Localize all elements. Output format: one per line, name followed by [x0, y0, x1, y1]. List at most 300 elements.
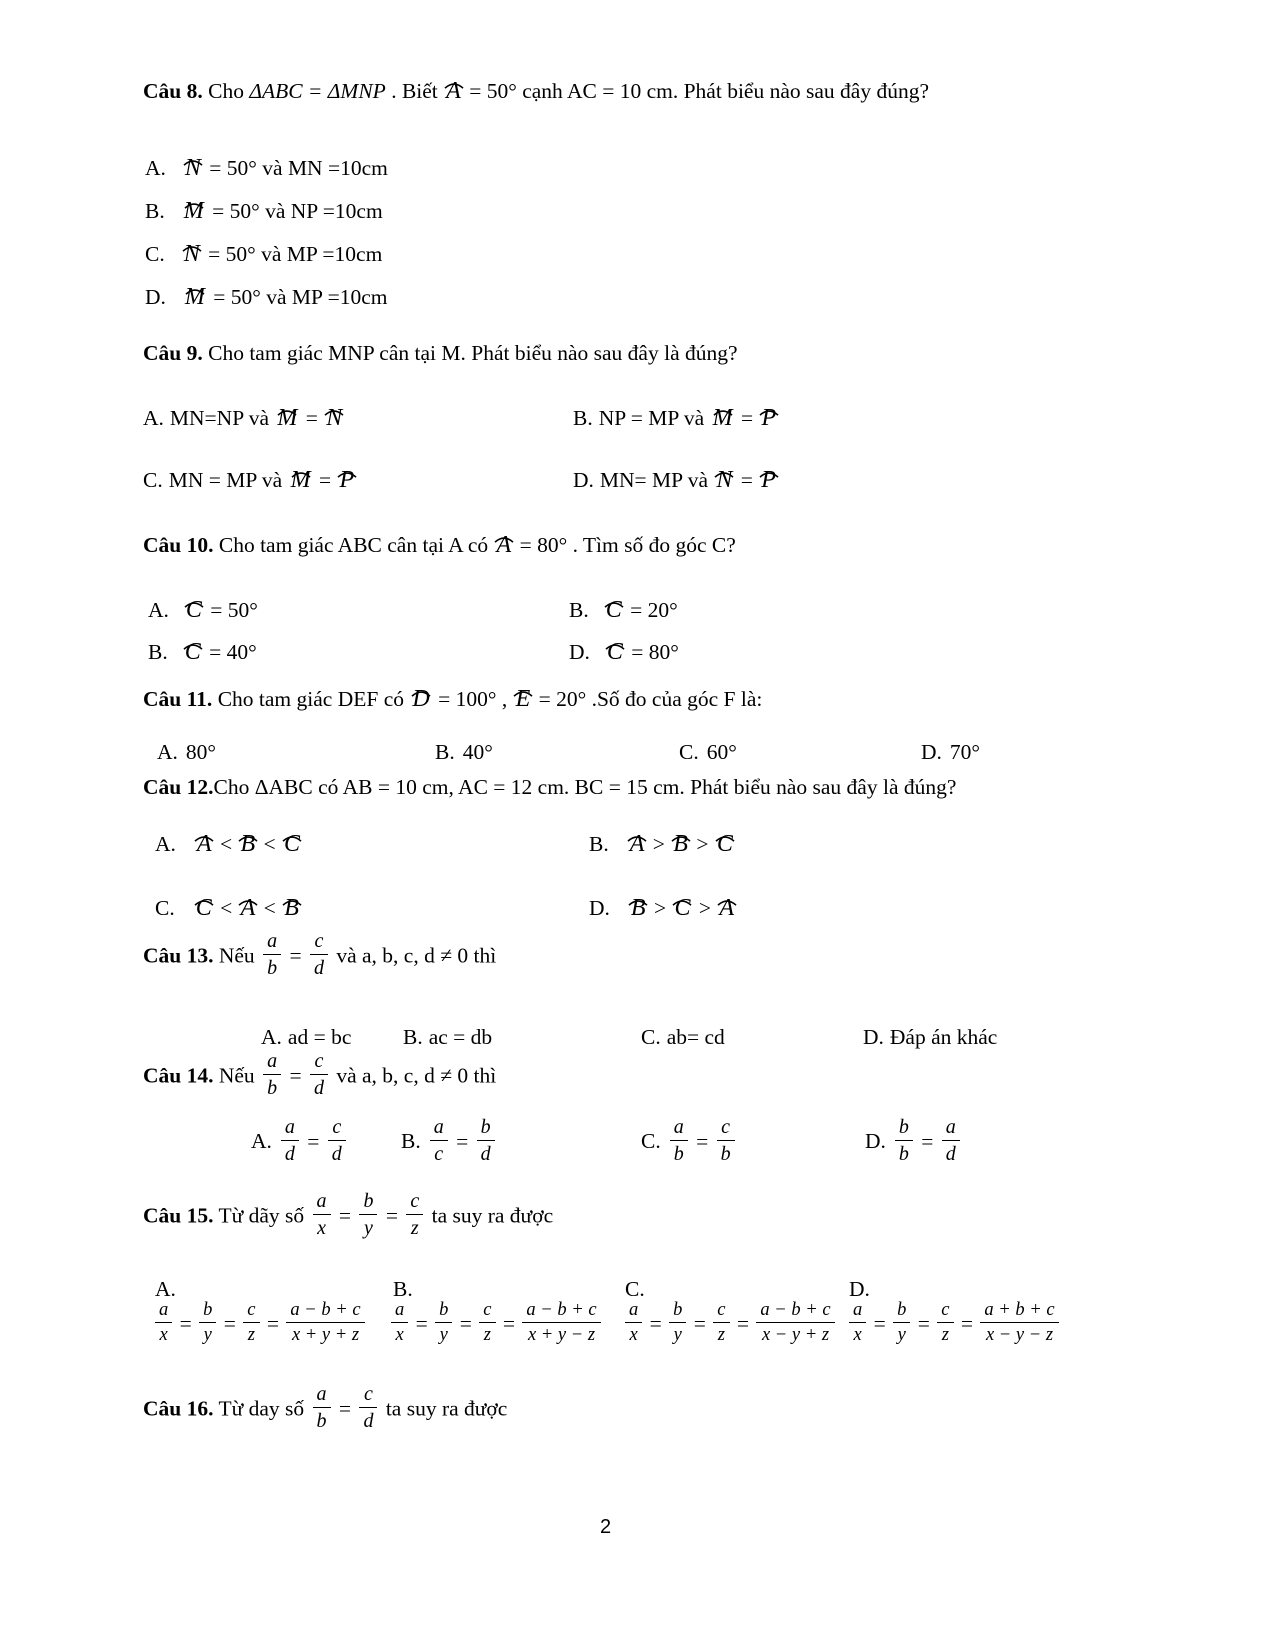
fraction-denominator: x + y + z — [286, 1322, 364, 1346]
text-segment: = 50° và MN =10cm — [203, 156, 388, 180]
option-label: A. — [155, 1277, 176, 1301]
angle-hat-B — [673, 832, 688, 856]
fraction — [263, 1049, 281, 1100]
angle-letter: A — [196, 831, 212, 857]
question-label-text: Câu 8. — [143, 79, 203, 103]
angle-hat-icon — [276, 397, 298, 421]
angle-letter: A — [240, 895, 256, 921]
question-8-header — [143, 78, 929, 105]
fraction-denominator: x + y − z — [522, 1322, 600, 1346]
text-segment: Cho tam giác ABC cân tại A có — [213, 533, 494, 557]
text-segment: = 20° .Số đo của góc F là: — [533, 687, 763, 711]
fraction — [713, 1299, 729, 1346]
option-B — [403, 1024, 492, 1051]
text-segment: = — [333, 1396, 357, 1421]
option-A — [148, 597, 258, 624]
angle-hat-icon — [183, 190, 205, 214]
fraction-denominator: d — [477, 1140, 495, 1166]
fraction-denominator: b — [263, 954, 281, 980]
angle-letter: M — [277, 405, 298, 431]
angle-letter: C — [195, 895, 212, 921]
angle-hat-icon — [182, 631, 204, 655]
text-segment: ta suy ra được — [380, 1396, 508, 1421]
angle-hat-icon — [714, 823, 736, 847]
angle-hat-N — [184, 242, 200, 266]
angle-hat-N — [716, 468, 732, 492]
fraction-numerator: a − b + c — [760, 1300, 831, 1320]
fraction-numerator: b — [673, 1300, 683, 1320]
fraction-numerator: a — [433, 1116, 444, 1138]
text-segment: < — [214, 896, 238, 920]
angle-letter: P — [761, 405, 777, 431]
fraction — [625, 1299, 642, 1346]
angle-hat-icon — [758, 397, 780, 421]
fraction-numerator: c — [247, 1300, 256, 1320]
fraction-denominator: b — [717, 1140, 735, 1166]
angle-hat-A — [197, 832, 212, 856]
option-label: B. — [148, 640, 168, 664]
angle-letter: M — [184, 284, 205, 310]
fraction-numerator: a — [945, 1116, 956, 1138]
option-label: A. — [251, 1129, 272, 1154]
fraction — [359, 1382, 377, 1433]
text-segment: NP = MP và — [598, 406, 710, 430]
angle-hat-A — [630, 832, 645, 856]
fraction-numerator: a — [853, 1300, 863, 1320]
option-A — [143, 405, 345, 432]
option-label: B. — [403, 1025, 423, 1049]
fraction-numerator: b — [203, 1300, 213, 1320]
angle-hat-icon — [290, 459, 312, 483]
fraction — [522, 1299, 600, 1346]
text-segment: Cho tam giác DEF có — [212, 687, 410, 711]
fraction-numerator: a — [316, 1383, 327, 1405]
angle-hat-D — [412, 687, 429, 711]
question-label-text: Câu 9. — [143, 341, 203, 365]
angle-hat-C — [717, 832, 733, 856]
fraction — [406, 1189, 423, 1240]
angle-hat-icon — [626, 823, 648, 847]
option-expression — [623, 1302, 837, 1349]
fraction — [310, 1049, 328, 1100]
option-label: D. — [865, 1129, 886, 1154]
fraction — [479, 1299, 495, 1346]
fraction-denominator: b — [670, 1140, 688, 1166]
option-label: A. — [155, 832, 176, 856]
fraction — [243, 1299, 259, 1346]
fraction — [310, 929, 328, 980]
option-D — [865, 1118, 963, 1169]
option-label: D. — [145, 285, 166, 309]
option-label: D. — [921, 740, 942, 764]
option-C — [145, 241, 382, 268]
option-label: A. — [148, 598, 169, 622]
page-number: 2 — [600, 1516, 612, 1538]
option-expression — [847, 1302, 1061, 1349]
text-segment: = 100° , — [432, 687, 513, 711]
text-segment: = — [868, 1311, 892, 1336]
option-label: C. — [155, 896, 175, 920]
fraction-denominator: b — [313, 1407, 331, 1433]
angle-hat-B — [631, 896, 646, 920]
option-label: B. — [569, 598, 589, 622]
fraction-numerator: a — [284, 1116, 295, 1138]
option-label: D. — [863, 1025, 884, 1049]
question-11-header — [143, 686, 762, 713]
angle-hat-N — [185, 156, 201, 180]
text-segment: = — [174, 1311, 198, 1336]
text-segment: = — [690, 1129, 714, 1154]
fraction-numerator: a — [395, 1300, 405, 1320]
option-D — [145, 284, 387, 311]
angle-hat-icon — [193, 887, 215, 911]
angle-hat-icon — [410, 678, 432, 702]
angle-letter: M — [183, 198, 204, 224]
text-segment: và a, b, c, d ≠ 0 thì — [330, 1063, 497, 1088]
angle-letter: C — [185, 597, 202, 623]
option-label: C. — [641, 1025, 661, 1049]
option-label: A. — [145, 156, 166, 180]
angle-hat-M — [291, 468, 311, 492]
option-B — [435, 739, 493, 766]
question-9-header — [143, 340, 738, 367]
fraction — [328, 1115, 346, 1166]
text-segment: Nếu — [213, 1063, 261, 1088]
angle-hat-M — [277, 406, 297, 430]
option-label: D. — [569, 640, 590, 664]
angle-hat-N — [326, 406, 342, 430]
fraction-numerator: c — [410, 1190, 420, 1212]
fraction — [849, 1299, 866, 1346]
text-segment: = — [218, 1311, 242, 1336]
fraction-numerator: a — [267, 930, 278, 952]
exam-questions-area — [143, 0, 1203, 1650]
angle-hat-icon — [237, 887, 259, 911]
question-label-text: Câu 12. — [143, 775, 214, 799]
angle-hat-M — [185, 285, 205, 309]
fraction-numerator: a — [159, 1300, 169, 1320]
angle-letter: E — [515, 686, 531, 712]
text-segment: ab= cd — [666, 1025, 725, 1049]
text-segment: = — [735, 406, 759, 430]
fraction-denominator: y — [893, 1322, 910, 1346]
text-segment: > — [647, 832, 671, 856]
angle-hat-C — [186, 598, 202, 622]
fraction-denominator: d — [281, 1140, 299, 1166]
angle-hat-C — [606, 598, 622, 622]
fraction-numerator: a — [267, 1050, 278, 1072]
fraction-denominator: d — [310, 954, 328, 980]
angle-hat-A — [241, 896, 256, 920]
angle-hat-P — [761, 468, 776, 492]
fraction-denominator: x — [391, 1322, 408, 1346]
angle-hat-M — [713, 406, 733, 430]
question-label-text: Câu 13. — [143, 943, 214, 968]
option-B — [569, 597, 678, 624]
text-segment: 60° — [706, 740, 737, 764]
angle-hat-icon — [493, 524, 515, 548]
angle-letter: N — [183, 241, 200, 267]
fraction-denominator: z — [937, 1322, 953, 1346]
angle-hat-P — [339, 468, 354, 492]
angle-hat-C — [674, 896, 690, 920]
fraction-denominator: x − y + z — [756, 1322, 834, 1346]
option-label: C. — [143, 468, 163, 492]
option-label: D. — [849, 1277, 870, 1301]
angle-hat-icon — [181, 233, 203, 257]
text-segment: = — [955, 1311, 979, 1336]
fraction-numerator: c — [314, 1050, 324, 1072]
option-expression — [389, 1302, 603, 1349]
fraction-numerator: b — [439, 1300, 449, 1320]
angle-letter: B — [630, 895, 646, 921]
option-label: B. — [393, 1277, 413, 1301]
text-segment: = — [644, 1311, 668, 1336]
text-segment: Đáp án khác — [889, 1025, 998, 1049]
text-segment: = 40° — [203, 640, 257, 664]
text-segment: Từ dãy số — [213, 1203, 310, 1228]
question-12-header — [143, 774, 956, 801]
angle-hat-icon — [184, 276, 206, 300]
fraction-denominator: x − y − z — [980, 1322, 1058, 1346]
text-segment: > — [690, 832, 714, 856]
text-segment: = — [731, 1311, 755, 1336]
text-segment: < — [258, 896, 282, 920]
text-segment: = — [380, 1203, 404, 1228]
option-D — [589, 895, 737, 922]
text-segment: ac = db — [428, 1025, 493, 1049]
fraction-numerator: c — [363, 1383, 373, 1405]
fraction-numerator: b — [898, 1116, 909, 1138]
angle-letter: P — [761, 467, 776, 493]
fraction-denominator: z — [406, 1214, 423, 1240]
angle-hat-icon — [336, 459, 358, 483]
text-segment: = — [284, 1063, 307, 1088]
option-label: A. — [261, 1025, 282, 1049]
text-segment: = — [333, 1203, 357, 1228]
option-B — [401, 1118, 498, 1169]
option-C — [679, 739, 737, 766]
fraction — [756, 1299, 834, 1346]
option-expression — [153, 1302, 367, 1349]
fraction-numerator: a — [673, 1116, 684, 1138]
option-label: D. — [573, 468, 594, 492]
angle-hat-P — [762, 406, 777, 430]
fraction-denominator: x — [155, 1322, 172, 1346]
fraction-denominator: c — [430, 1140, 448, 1166]
text-segment: = — [410, 1311, 434, 1336]
option-C — [641, 1118, 738, 1169]
fraction — [669, 1299, 686, 1346]
fraction-numerator: c — [483, 1300, 492, 1320]
text-segment: < — [258, 832, 282, 856]
angle-hat-icon — [323, 397, 345, 421]
angle-letter: A — [496, 532, 512, 558]
angle-hat-C — [185, 640, 201, 664]
option-label: C. — [145, 242, 165, 266]
fraction-numerator: a — [316, 1190, 327, 1212]
question-14-header — [143, 1052, 496, 1103]
question-16-header — [143, 1385, 507, 1436]
fraction-denominator: y — [669, 1322, 686, 1346]
text-segment: = — [912, 1311, 936, 1336]
option-B — [145, 198, 383, 225]
angle-letter: M — [712, 405, 733, 431]
text-segment: Cho ΔABC có AB = 10 cm, AC = 12 cm. BC = 15 cm. Phát biểu nào sau đây là đúng? — [213, 775, 957, 799]
text-segment: = 50° — [204, 598, 258, 622]
angle-hat-E — [516, 687, 531, 711]
angle-hat-icon — [604, 631, 626, 655]
fraction-denominator: x — [625, 1322, 642, 1346]
fraction-denominator: y — [359, 1214, 377, 1240]
question-label-text: Câu 10. — [143, 533, 214, 557]
fraction — [477, 1115, 495, 1166]
text-segment: = — [261, 1311, 285, 1336]
text-segment: > — [648, 896, 672, 920]
question-label-text: Câu 15. — [143, 1203, 214, 1228]
option-label: B. — [145, 199, 165, 223]
angle-letter: M — [290, 467, 311, 493]
text-segment: = 20° — [624, 598, 678, 622]
angle-letter: C — [284, 831, 301, 857]
option-B — [573, 405, 779, 432]
option-D — [863, 1024, 997, 1051]
option-C — [641, 1024, 725, 1051]
angle-letter: B — [673, 831, 688, 857]
fraction — [281, 1115, 299, 1166]
text-segment: 70° — [949, 740, 981, 764]
option-label: B. — [401, 1129, 421, 1154]
fraction-denominator: b — [895, 1140, 913, 1166]
text-segment: = 50° và MP =10cm — [207, 285, 388, 309]
fraction — [313, 1189, 331, 1240]
angle-hat-icon — [712, 397, 734, 421]
fraction-denominator: x — [849, 1322, 866, 1346]
text-segment: = — [450, 1129, 474, 1154]
fraction — [359, 1189, 377, 1240]
question-label-text: Câu 16. — [143, 1396, 214, 1421]
text-segment: = — [688, 1311, 712, 1336]
angle-hat-C — [607, 640, 623, 664]
angle-letter: A — [629, 831, 645, 857]
option-C — [155, 895, 302, 922]
angle-letter: C — [674, 895, 691, 921]
fraction — [942, 1115, 960, 1166]
angle-letter: N — [326, 405, 343, 431]
question-label-text: Câu 14. — [143, 1063, 214, 1088]
text-segment: = — [735, 468, 759, 492]
fraction — [435, 1299, 452, 1346]
option-B — [589, 831, 736, 858]
text-segment: ad = bc — [287, 1025, 352, 1049]
text-segment: = 50° và MP =10cm — [202, 242, 383, 266]
fraction — [670, 1115, 688, 1166]
option-D — [921, 739, 980, 766]
option-A — [145, 155, 388, 182]
fraction-numerator: c — [941, 1300, 950, 1320]
fraction-numerator: b — [897, 1300, 907, 1320]
text-segment: MN=NP và — [169, 406, 275, 430]
angle-hat-icon — [183, 589, 205, 613]
option-label: B. — [589, 832, 609, 856]
text-segment: ta suy ra được — [426, 1203, 554, 1228]
text-segment: = 50° và NP =10cm — [206, 199, 383, 223]
text-segment: = — [454, 1311, 478, 1336]
text-segment: = — [915, 1129, 939, 1154]
option-label: B. — [573, 406, 593, 430]
angle-letter: C — [606, 639, 623, 665]
text-segment: 40° — [462, 740, 493, 764]
fraction-denominator: d — [942, 1140, 960, 1166]
option-label: B. — [435, 740, 455, 764]
angle-hat-C — [284, 832, 300, 856]
option-D — [573, 467, 779, 494]
angle-hat-A — [719, 896, 734, 920]
option-A — [251, 1118, 349, 1169]
fraction-numerator: a − b + c — [526, 1300, 597, 1320]
question-label-text: Câu 11. — [143, 687, 213, 711]
option-label: A. — [143, 406, 164, 430]
option-C — [143, 467, 357, 494]
text-segment: = — [284, 943, 307, 968]
fraction — [286, 1299, 364, 1346]
angle-letter: C — [605, 597, 622, 623]
option-label: D. — [589, 896, 610, 920]
fraction-denominator: z — [243, 1322, 259, 1346]
angle-hat-C — [196, 896, 212, 920]
text-segment: = 80° . Tìm số đo góc C? — [514, 533, 736, 557]
angle-hat-icon — [281, 887, 303, 911]
option-label: A. — [157, 740, 178, 764]
question-10-header — [143, 532, 736, 559]
text-segment: Từ day số — [213, 1396, 310, 1421]
text-segment: Nếu — [213, 943, 261, 968]
math-italic-text: ΔABC = ΔMNP — [249, 79, 386, 103]
angle-hat-A — [497, 533, 512, 557]
text-segment: = — [301, 1129, 325, 1154]
angle-hat-B — [240, 832, 255, 856]
angle-hat-icon — [758, 459, 780, 483]
angle-hat-icon — [603, 589, 625, 613]
text-segment: Cho tam giác MNP cân tại M. Phát biểu nào sau đây là đúng? — [202, 341, 738, 365]
option-A — [261, 1024, 351, 1051]
fraction — [980, 1299, 1058, 1346]
text-segment: MN = MP và — [168, 468, 288, 492]
question-15-header — [143, 1192, 553, 1243]
fraction — [391, 1299, 408, 1346]
angle-letter: B — [284, 895, 299, 921]
fraction-denominator: b — [263, 1074, 281, 1100]
fraction-denominator: d — [310, 1074, 328, 1100]
angle-hat-icon — [182, 147, 204, 171]
fraction-numerator: b — [363, 1190, 374, 1212]
fraction-denominator: d — [328, 1140, 346, 1166]
text-segment: và a, b, c, d ≠ 0 thì — [330, 943, 497, 968]
fraction-numerator: b — [480, 1116, 491, 1138]
angle-hat-icon — [193, 823, 215, 847]
angle-hat-B — [284, 896, 299, 920]
fraction — [199, 1299, 216, 1346]
fraction-numerator: c — [721, 1116, 731, 1138]
fraction-denominator: x — [313, 1214, 331, 1240]
angle-letter: A — [719, 895, 735, 921]
text-segment: = — [497, 1311, 521, 1336]
fraction-denominator: d — [359, 1407, 377, 1433]
angle-letter: N — [716, 467, 733, 493]
fraction-numerator: c — [717, 1300, 726, 1320]
fraction-numerator: a — [629, 1300, 639, 1320]
fraction-denominator: y — [435, 1322, 452, 1346]
